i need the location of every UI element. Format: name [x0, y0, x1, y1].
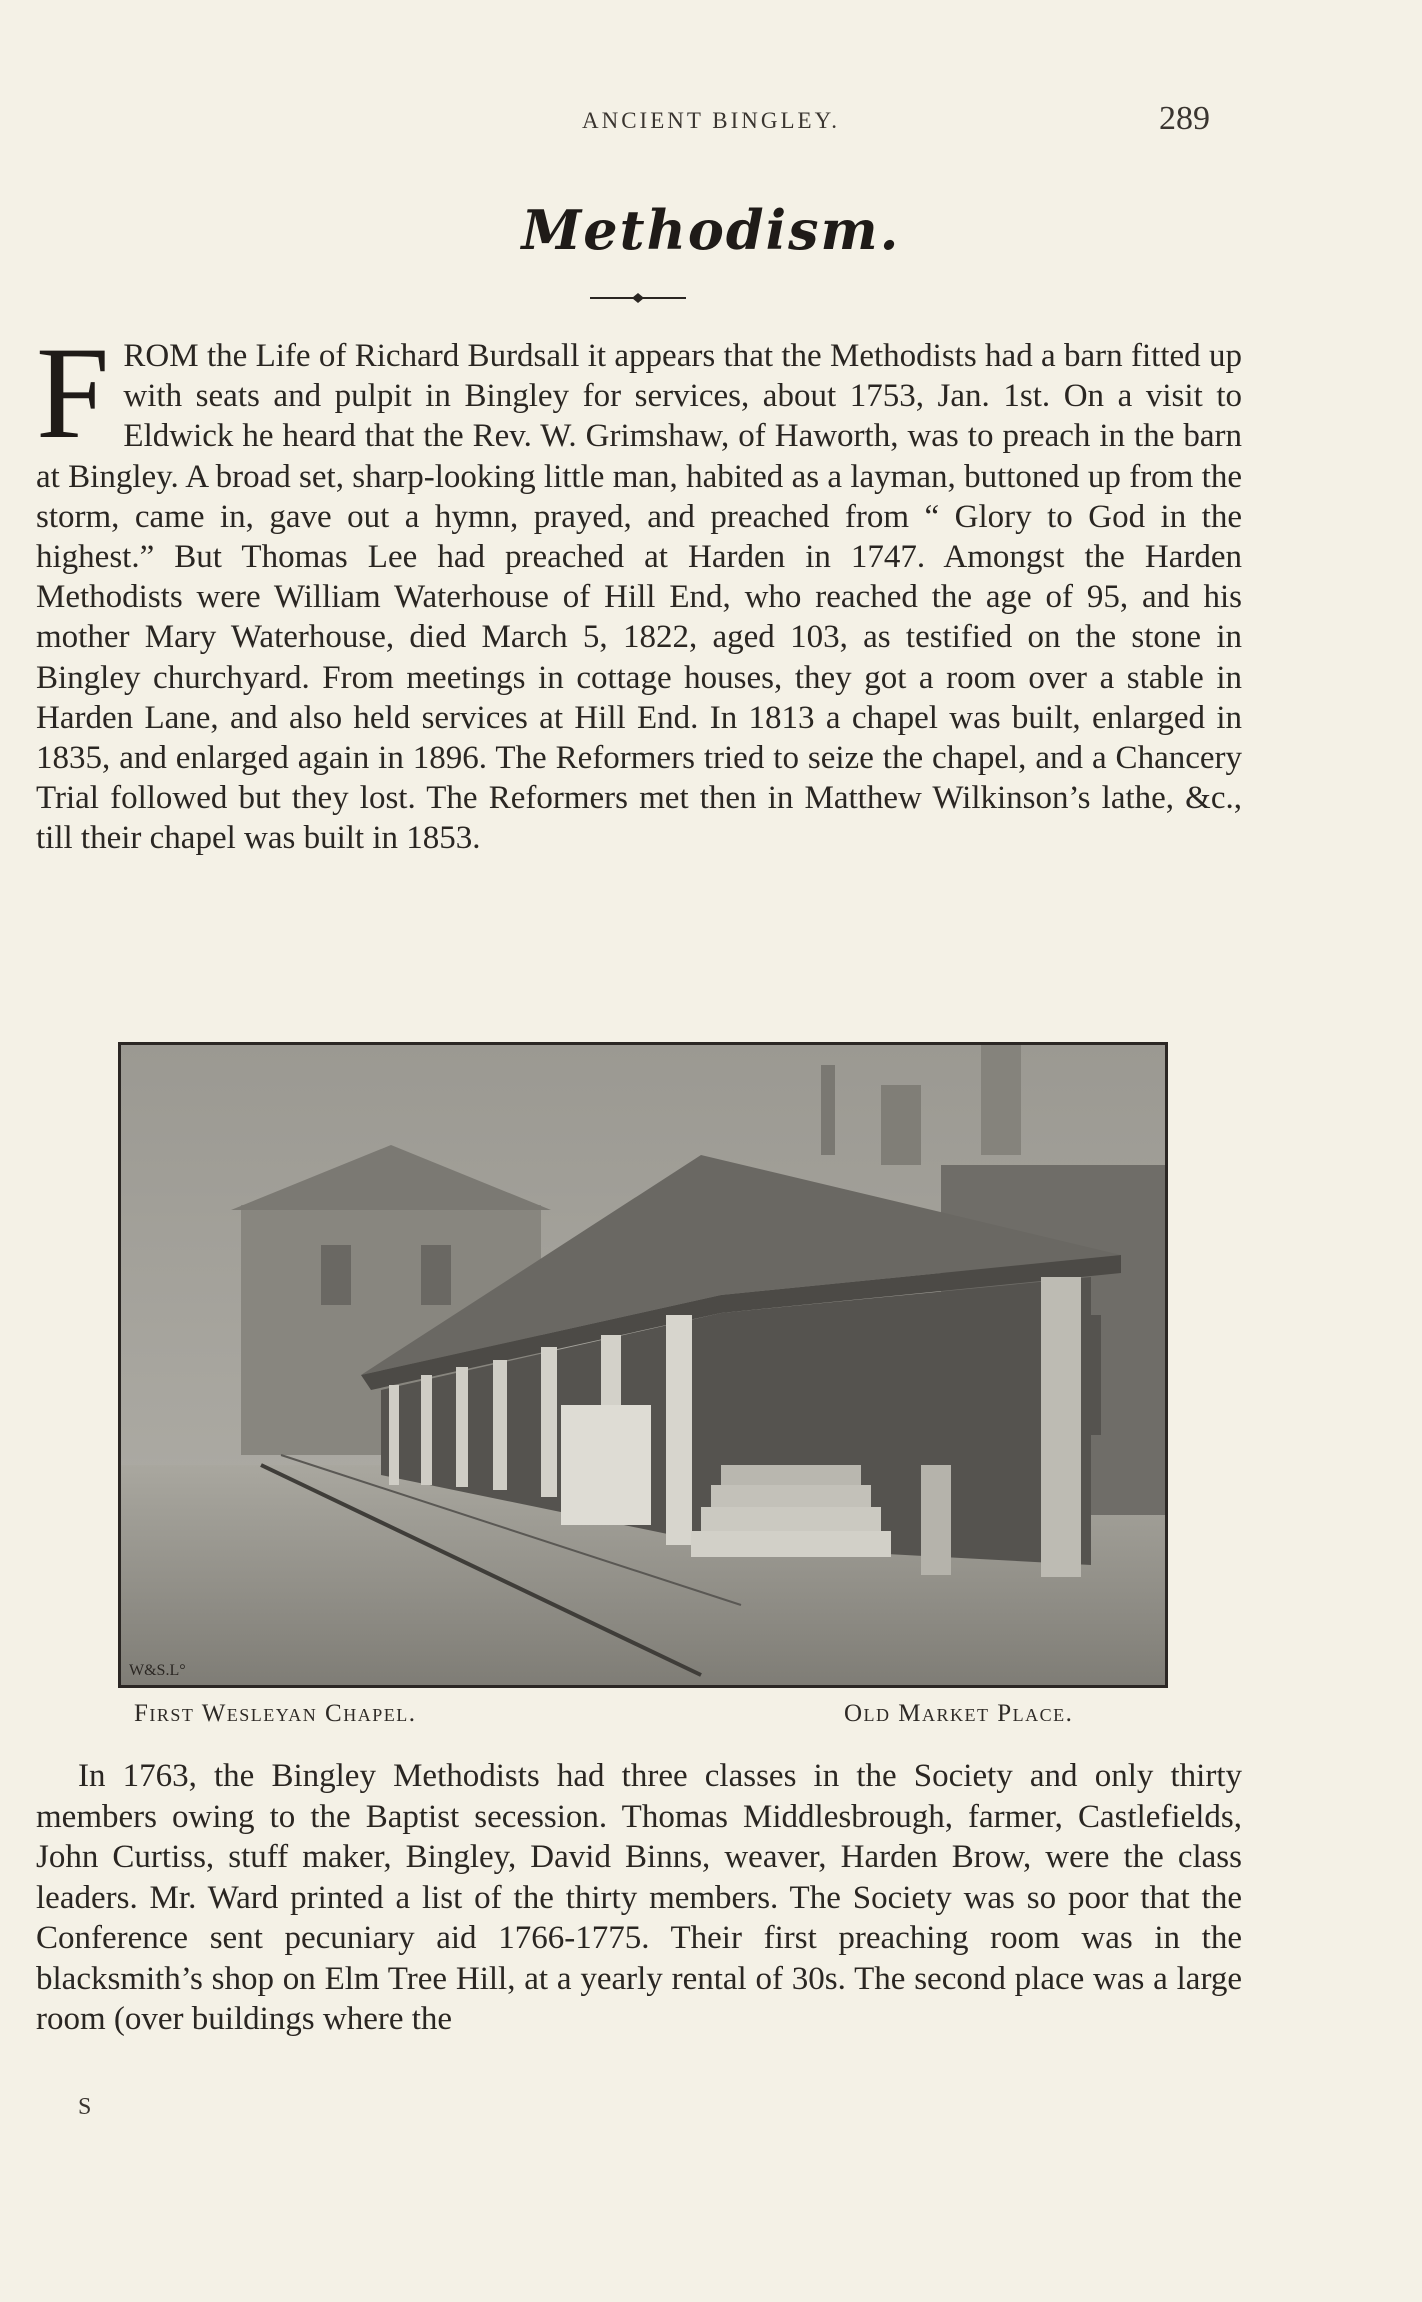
- caption-first-wesleyan-chapel: First Wesleyan Chapel.: [134, 1700, 417, 1727]
- engraver-mark: W&S.L°: [129, 1662, 186, 1679]
- caption-old-market-place: Old Market Place.: [844, 1700, 1074, 1727]
- signature-mark: S: [78, 2094, 92, 2120]
- running-head: [36, 100, 1386, 144]
- notice-board: [561, 1405, 651, 1525]
- market-place-photograph: [118, 1042, 1168, 1688]
- paragraph-1-text: ROM the Life of Richard Burdsall it appears that the Methodists had a barn fitted up with seats and pulpit in Bingley for services, about 1753, Jan. 1st. On a visit to Eldwick he heard that the Rev. W. Grimshaw, of Haworth, was to preach in the barn at Bingley. A broad set, sharp-looking little man, habited as a layman, buttoned up from the storm, came in, gave out a hymn, prayed, and preached from “ Glory to God in the highest.” But Thomas Lee had preached at Harden in 1747. Amongst the Harden Methodists were William Waterhouse of Hill End, who reached the age of 95, and his mother Mary Waterhouse, died March 5, 1822, aged 103, as testified on the stone in Bingley churchyard. From meetings in cottage houses, they got a room over a stable in Harden Lane, and also held services at Hill End. In 1813 a chapel was built, enlarged in 1835, and enlarged again in 1896. The Reformers tried to seize the chapel, and a Chancery Trial followed but they lost. The Reformers met then in Matthew Wilkinson’s lathe, &c., till their chapel was built in 1853.: [36, 338, 1242, 857]
- running-title: ANCIENT BINGLEY.: [582, 108, 840, 133]
- body-paragraph-2: In 1763, the Bingley Methodists had three classes in the Society and only thirty members owing to the Baptist secession. Thomas Middlesbrough, farmer, Castlefields, John Curtiss, stuff maker, Bingley, David Binns, weaver, Harden Brow, were the class leaders. Mr. Ward printed a list of the thirty members. The Society was so poor that the Conference sent pecuniary aid 1766-1775. Their first preaching room was in the blacksmith’s shop on Elm Tree Hill, at a yearly rental of 30s. The second place was a large room (over buildings where the: [36, 1758, 1242, 2037]
- chapter-title: Methodism.: [521, 198, 901, 262]
- ornament-rule: [586, 288, 690, 308]
- body-paragraph-1: [36, 319, 1242, 859]
- drop-cap: F: [36, 319, 110, 466]
- page-number: 289: [1159, 100, 1210, 137]
